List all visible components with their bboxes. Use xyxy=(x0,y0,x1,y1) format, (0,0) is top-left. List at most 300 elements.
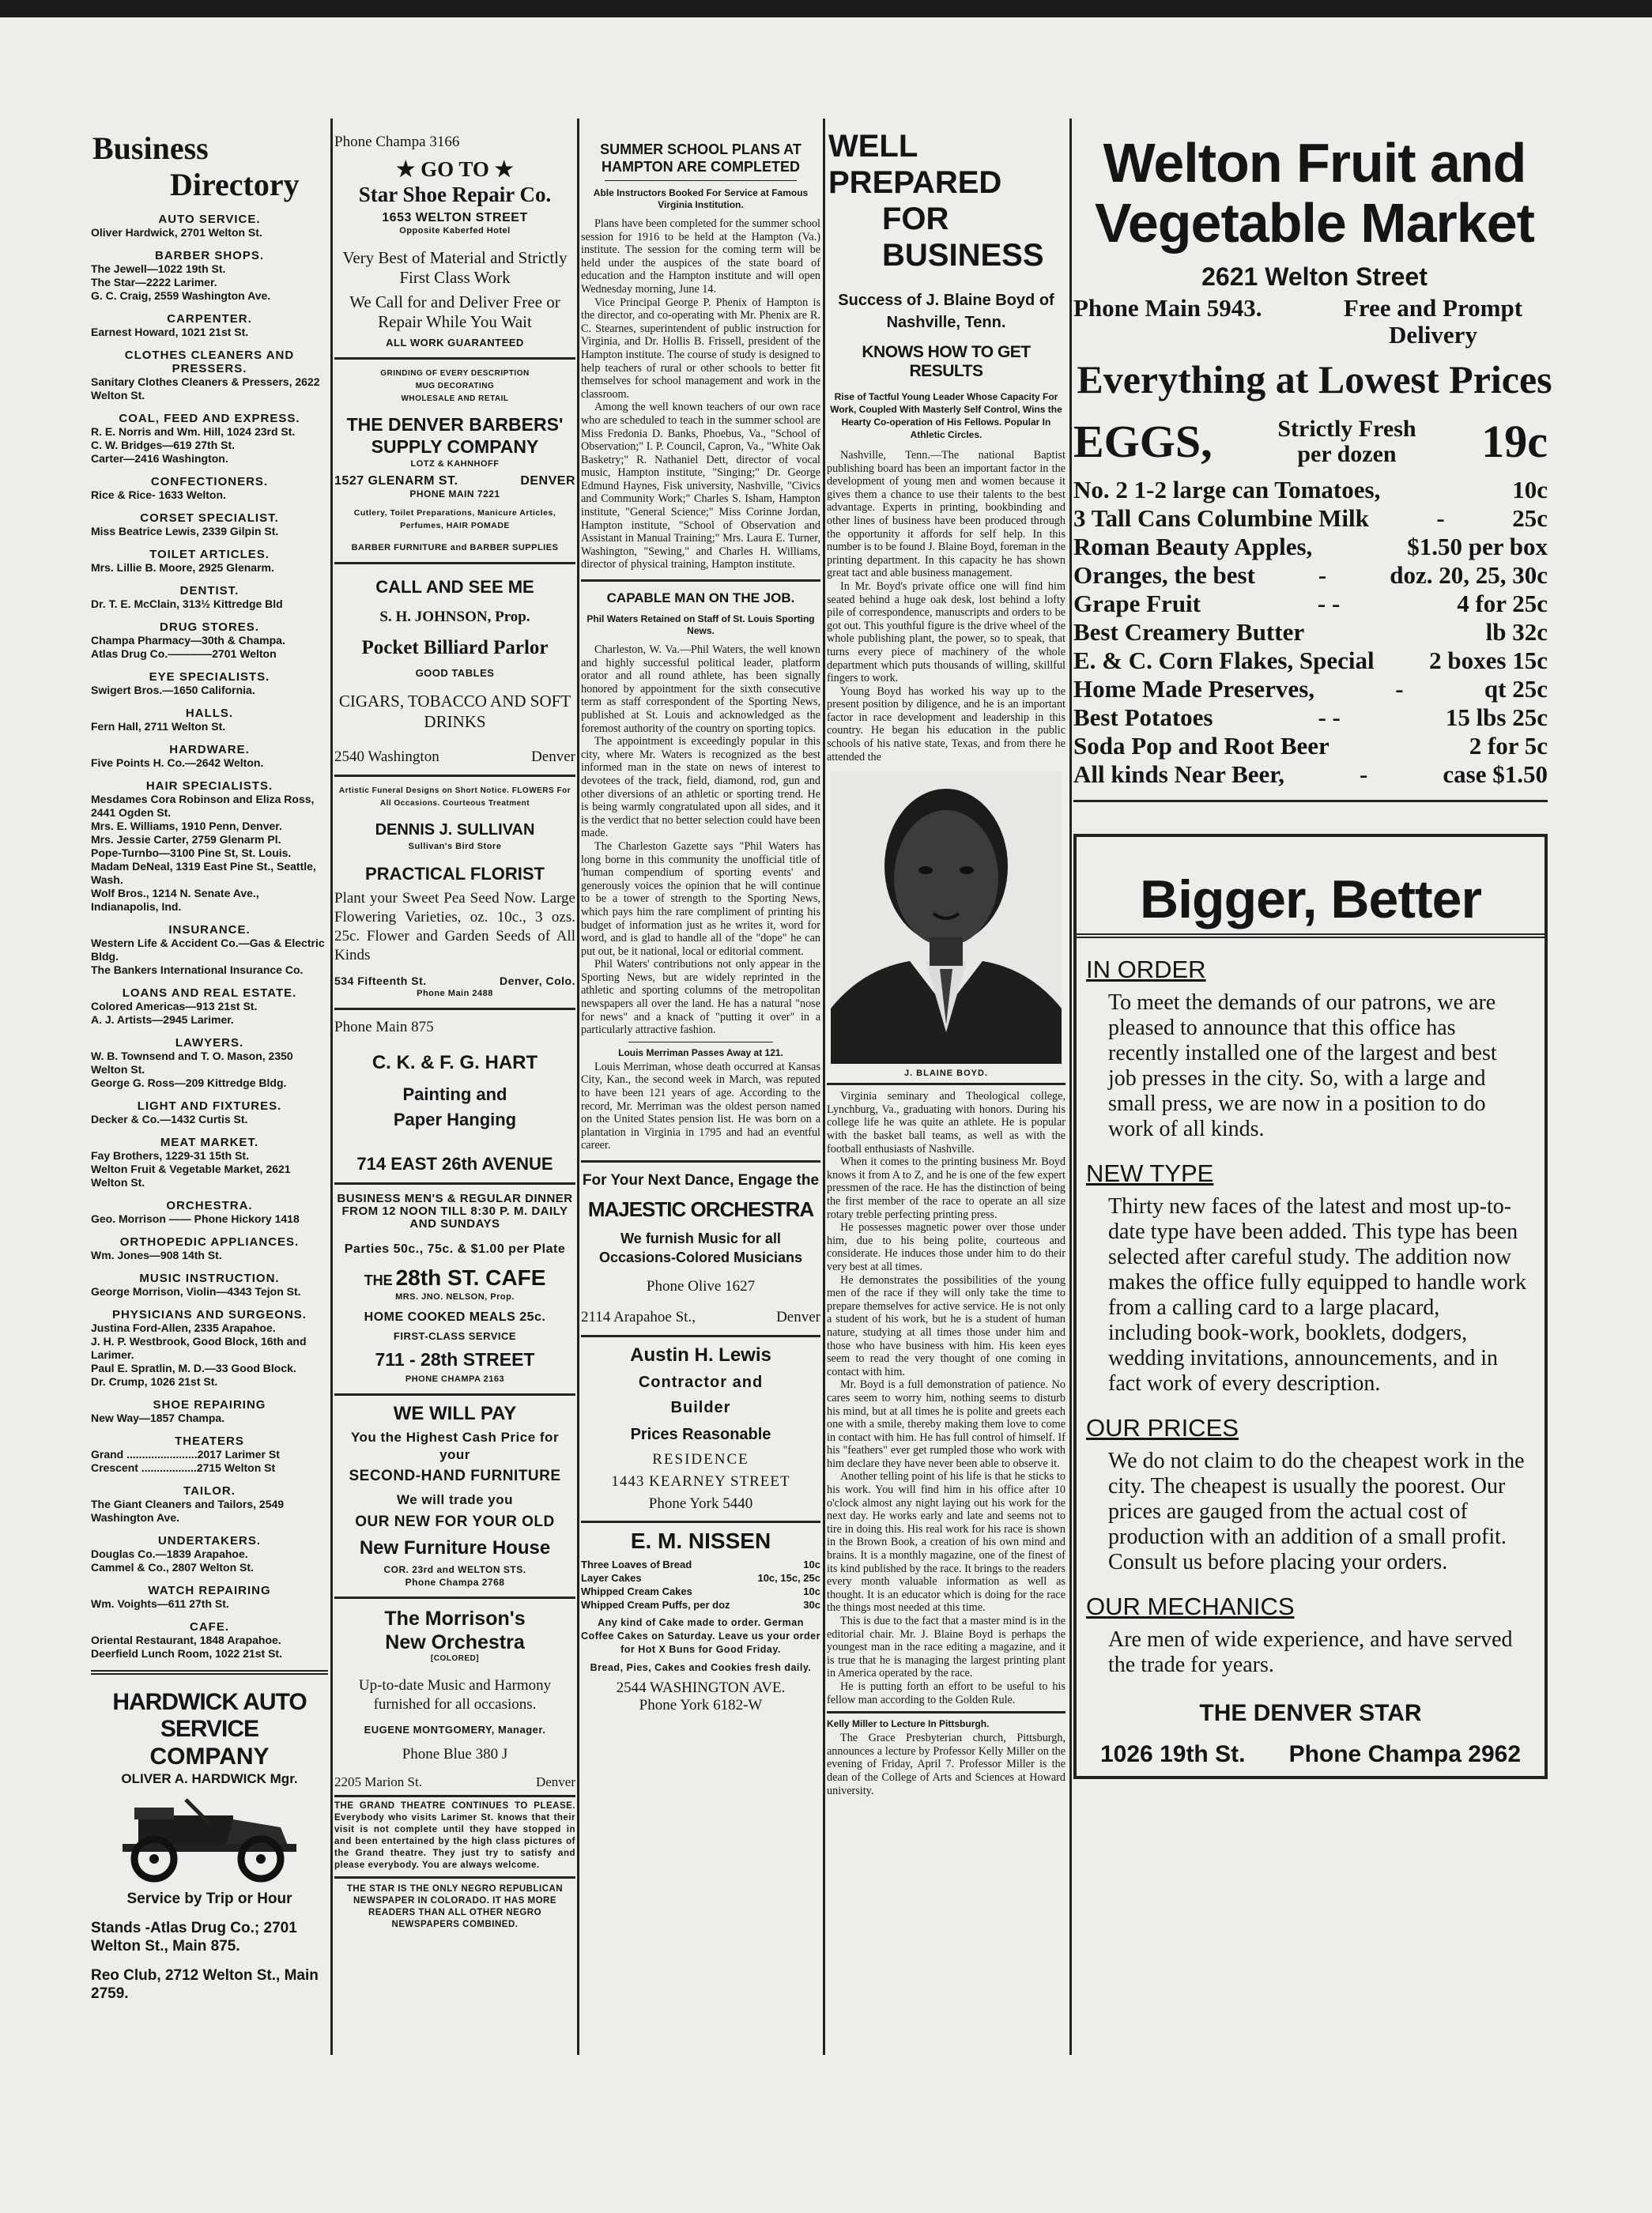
article-paragraph: Among the well known teachers of our own race who are scheduled to teach in the summer school are Miss Fredonia D. Banks, Phoebus, Va., "School of Observation;" I. P. Council, Capron, Va., "White Oak Basketry;" R. Nathaniel Dett, director of vocal music, Hampton institute, "Singing;" Dr. George Edmund Haynes, Fisk university, Nashville, "Civics and Community Work;" Charles S. Isham, Hampton institute, "General Science;" Miss Corinne Jordan, Hampton institute, "School of Observation and Assistant in Manual Training;" Mrs. Laura E. Turner, Washington, "Sewing," and Charles H. Williams, director of physical training, Hampton institute. xyxy=(581,401,820,571)
scan-top-border xyxy=(0,0,1652,17)
divider xyxy=(581,579,820,582)
price-item-name: 3 Tall Cans Columbine Milk xyxy=(1073,504,1369,532)
majestic-line2: We furnish Music for all Occasions-Colored Musicians xyxy=(598,1231,803,1265)
cafe-prop: MRS. JNO. NELSON, Prop. xyxy=(395,1292,515,1302)
divider xyxy=(581,1521,820,1523)
hardwick-service: Service by Trip or Hour xyxy=(126,1891,292,1907)
divider xyxy=(334,1393,575,1396)
denver-star-title: Bigger, Better xyxy=(1140,869,1481,929)
directory-category: ORCHESTRA. xyxy=(166,1199,253,1212)
furniture-title: WE WILL PAY xyxy=(393,1403,517,1424)
price-item-price: 10c xyxy=(1512,476,1548,503)
directory-entry: Colored Americas—913 21st St. xyxy=(91,1000,258,1012)
barbers-city: DENVER xyxy=(520,474,575,488)
hardwick-ad-company: COMPANY xyxy=(149,1744,270,1770)
price-item-name: All kinds Near Beer, xyxy=(1073,760,1284,788)
price-row xyxy=(1073,732,1548,760)
business-directory-column xyxy=(91,119,328,2055)
article-paragraph: Vice Principal George P. Phenix of Hampton is the director, and co-operating with Mr. Phenix are R. C. Stearnes, superintendent of public instruction for Virginia, and Dr. Hollis B. Frissell, president of the Hampton institute. The course of study is designed to help teachers of rural or other schools to better fit themselves for school management and work in the classroom. xyxy=(581,296,820,401)
florist-city: Denver, Colo. xyxy=(500,975,575,987)
price-item-name: Soda Pop and Root Beer xyxy=(1073,732,1330,760)
capable-man-deck: Phil Waters Retained on Staff of St. Louis Sporting News. xyxy=(586,613,815,637)
barbers-top1: GRINDING OF EVERY DESCRIPTION xyxy=(380,369,530,378)
price-item-dash: - xyxy=(1436,504,1445,532)
price-item-price: case $1.50 xyxy=(1443,760,1548,788)
cafe-parties: Parties 50c., 75c. & $1.00 per Plate xyxy=(344,1242,566,1256)
florist-phone: Phone Main 2488 xyxy=(417,989,493,998)
denver-star-phone: Phone Champa 2962 xyxy=(1288,1741,1521,1767)
hardwick-ad-manager: OLIVER A. HARDWICK Mgr. xyxy=(121,1771,298,1786)
billiard-address-row xyxy=(334,748,575,767)
furniture-name: New Furniture House xyxy=(359,1537,551,1559)
directory-category: PHYSICIANS AND SURGEONS. xyxy=(112,1308,307,1321)
divider xyxy=(581,1160,820,1163)
lewis-residence: RESIDENCE xyxy=(652,1451,749,1468)
denver-star-contact-row xyxy=(1092,1741,1529,1768)
directory-entry: Wm. Voights—611 27th St. xyxy=(91,1597,229,1610)
morrison-name1: The Morrison's xyxy=(384,1608,526,1630)
barbers-name: THE DENVER BARBERS' SUPPLY COMPANY xyxy=(346,414,564,457)
barbers-phone: PHONE MAIN 7221 xyxy=(409,488,500,500)
boyd-body-part1 xyxy=(827,449,1066,763)
barbers-address: 1527 GLENARM ST. xyxy=(334,474,458,488)
cafe-name-row xyxy=(334,1265,575,1291)
directory-entry: G. C. Craig, 2559 Washington Ave. xyxy=(91,289,271,302)
article-paragraph: He demonstrates the possibilities of the young men of the race if they will only take the time to prepare themselves for active service. He is not only a student of his work, but he is a student of human nature, studying at all times those under him and those who have business with him. His keen eyes seem to read the very thought of one coming in contact with him. xyxy=(827,1273,1066,1378)
directory-category: CORSET SPECIALIST. xyxy=(140,511,279,525)
summer-school-headline: SUMMER SCHOOL PLANS AT HAMPTON ARE COMPLETED xyxy=(600,141,801,175)
price-item-price: 2 for 5c xyxy=(1469,732,1548,760)
directory-entry: Mrs. Jessie Carter, 2759 Glenarm Pl. xyxy=(91,833,281,846)
directory-category: CONFECTIONERS. xyxy=(150,475,269,488)
column-rule xyxy=(823,119,825,2055)
price-item-dash: - xyxy=(1360,760,1368,788)
price-item-dash xyxy=(1312,533,1407,561)
majestic-line1: For Your Next Dance, Engage the xyxy=(582,1172,820,1189)
directory-entry: The Giant Cleaners and Tailors, 2549 Washington Ave. xyxy=(91,1498,285,1524)
directory-category: TAILOR. xyxy=(183,1484,236,1498)
divider xyxy=(334,1182,575,1185)
directory-entry: Oriental Restaurant, 1848 Arapahoe. xyxy=(91,1634,281,1646)
directory-entry: Rice & Rice- 1633 Welton. xyxy=(91,488,226,501)
majestic-phone: Phone Olive 1627 xyxy=(646,1278,756,1295)
directory-entry: The Jewell—1022 19th St. xyxy=(91,262,226,275)
furniture-address: COR. 23rd and WELTON STS. xyxy=(383,1564,526,1575)
billiard-city: Denver xyxy=(531,748,575,765)
nissen-item-price: 10c xyxy=(803,1585,820,1597)
price-item-dash xyxy=(1375,647,1430,675)
eggs-row xyxy=(1073,415,1556,468)
directory-entry: Grand .......................2017 Larimer St xyxy=(91,1448,280,1461)
star-shoe-address: 1653 WELTON STREET xyxy=(382,211,528,224)
directory-entry: Douglas Co.—1839 Arapahoe. xyxy=(91,1548,248,1560)
directory-entry: Dr. Crump, 1026 21st St. xyxy=(91,1375,218,1388)
denver-star-name: THE DENVER STAR xyxy=(1199,1700,1422,1726)
directory-entry: Wm. Jones—908 14th St. xyxy=(91,1249,222,1261)
price-row xyxy=(1073,675,1548,703)
nissen-phone: Phone York 6182-W xyxy=(639,1697,763,1713)
directory-entry: C. W. Bridges—619 27th St. xyxy=(91,439,236,451)
divider xyxy=(334,1008,575,1010)
denver-star-ad xyxy=(1073,834,1548,1779)
directory-entry: Wolf Bros., 1214 N. Senate Ave., Indianapolis, Ind. xyxy=(91,887,259,913)
directory-entry: The Bankers International Insurance Co. xyxy=(91,963,304,976)
directory-category: INSURANCE. xyxy=(168,923,251,937)
directory-entry: W. B. Townsend and T. O. Mason, 2350 Welton St. xyxy=(91,1050,293,1076)
directory-entry: Western Life & Accident Co.—Gas & Electric Bldg. xyxy=(91,937,325,963)
column-rule xyxy=(577,119,579,2055)
barbers-top2: MUG DECORATING xyxy=(415,382,495,390)
article-paragraph: The Charleston Gazette says "Phil Waters has long borne in this community the unofficial title of 'human compendium of sporting events' and generously voices the opinion that he will continue to be a tower of strength to the Sporting News, which pays him the rare compliment of printing his budget of information just as he writes it, word for word, and is glad to handle all of the "dope" he can put out, be it national, local or editorial comment. xyxy=(581,839,820,958)
directory-entry: New Way—1857 Champa. xyxy=(91,1412,225,1424)
price-item-dash: - - xyxy=(1318,703,1341,731)
furniture-line1: You the Highest Cash Price for your xyxy=(350,1430,560,1462)
directory-entry: A. J. Artists—2945 Larimer. xyxy=(91,1013,234,1026)
denver-star-section-heading: NEW TYPE xyxy=(1086,1159,1214,1187)
directory-title-line2: Directory xyxy=(170,167,300,202)
price-item-price: $1.50 per box xyxy=(1407,533,1548,560)
directory-entry: Miss Beatrice Lewis, 2339 Gilpin St. xyxy=(91,525,279,537)
directory-category: ORTHOPEDIC APPLIANCES. xyxy=(119,1235,300,1249)
star-newspaper-notice: THE STAR IS THE ONLY NEGRO REPUBLICAN NEWSPAPER IN COLORADO. IT HAS MORE READERS THAN ALL OTHER NEGRO NEWSPAPERS COMBINED. xyxy=(346,1884,564,1929)
directory-entry: Madam DeNeal, 1319 East Pine St., Seattle, Wash. xyxy=(91,860,316,886)
morrison-manager: EUGENE MONTGOMERY, Manager. xyxy=(364,1724,546,1736)
directory-entry: Sanitary Clothes Cleaners & Pressers, 2622 Welton St. xyxy=(91,375,320,402)
divider xyxy=(827,1083,1066,1085)
price-row xyxy=(1073,561,1548,590)
directory-entry: Mrs. E. Williams, 1910 Penn, Denver. xyxy=(91,820,282,832)
denver-star-section-heading: IN ORDER xyxy=(1086,956,1206,983)
price-item-price: 4 for 25c xyxy=(1457,590,1548,617)
price-item-name: Grape Fruit xyxy=(1073,590,1201,617)
nissen-item-row xyxy=(581,1598,820,1612)
star-icon: ★ xyxy=(494,157,514,181)
article-paragraph: Charleston, W. Va.—Phil Waters, the well known and highly successful political leader, platform orator and all round athlete, has been signally honored by appointment for the sixth consecutive term as staff correspondent of the Sporting News, published at St. Louis and acknowledged as the foremost authority of the country on sporting topics. xyxy=(581,643,820,735)
price-item-name: E. & C. Corn Flakes, Special xyxy=(1073,647,1375,674)
denver-star-section-text: Are men of wide experience, and have served the trade for years. xyxy=(1108,1627,1513,1677)
directory-entry: Paul E. Spratlin, M. D.—33 Good Block. xyxy=(91,1362,296,1374)
boyd-body-part2 xyxy=(827,1090,1066,1706)
articles-column xyxy=(581,119,820,2055)
furniture-phone: Phone Champa 2768 xyxy=(405,1577,505,1588)
denver-star-section-text: Thirty new faces of the latest and most up-to-date type have been added. This type has been selected after careful study. The addition now makes the office fully equipped to handle work from a calling card to a large placard, including book-work, booklets, dodgers, wedding invitations, announcements, and in fact work of every description. xyxy=(1108,1194,1526,1396)
cafe-address: 711 - 28th STREET xyxy=(375,1349,535,1370)
furniture-line2: SECOND-HAND FURNITURE xyxy=(349,1468,561,1484)
hardwick-reo-club: Reo Club, 2712 Welton St., Main 2759. xyxy=(91,1967,319,2002)
florist-address-row xyxy=(334,975,575,987)
go-to-label: GO TO xyxy=(421,157,489,181)
price-item-name: No. 2 1-2 large can Tomatoes, xyxy=(1073,476,1381,503)
directory-entry: Fay Brothers, 1229-31 15th St. xyxy=(91,1149,249,1162)
star-shoe-guarantee: ALL WORK GUARANTEED xyxy=(386,337,524,349)
directory-entry: Cammel & Co., 2807 Welton St. xyxy=(91,1561,254,1574)
price-item-price: 2 boxes 15c xyxy=(1429,647,1548,674)
directory-entry: Carter—2416 Washington. xyxy=(91,452,228,465)
article-paragraph: Phil Waters' contributions not only appear in the Sporting News, but are widely reprinted in the athletic and sporting columns of the metropolitan newspapers all over the land. He has a natural "nose for news" and a knack of "putting it over" in a particularly attractive fashion. xyxy=(581,958,820,1037)
boyd-portrait xyxy=(831,771,1062,1064)
lewis-phone: Phone York 5440 xyxy=(648,1495,753,1512)
price-row xyxy=(1073,590,1548,618)
directory-category: MEAT MARKET. xyxy=(160,1136,259,1149)
lewis-line3: Prices Reasonable xyxy=(630,1426,771,1443)
hart-line1: Painting and xyxy=(402,1084,507,1104)
price-row xyxy=(1073,703,1548,732)
price-row xyxy=(1073,533,1548,561)
boyd-subhead: KNOWS HOW TO GET RESULTS xyxy=(862,343,1031,380)
majestic-address: 2114 Arapahoe St., xyxy=(581,1309,696,1325)
article-paragraph: He possesses magnetic power over those under him, due to his being polite, courteous and considerate. He induces those under him to do their very best at all times. xyxy=(827,1221,1066,1273)
directory-category: LIGHT AND FIXTURES. xyxy=(137,1099,282,1113)
directory-category: CLOTHES CLEANERS AND PRESSERS. xyxy=(124,349,295,375)
denver-star-section-text: To meet the demands of our patrons, we are pleased to announce that this office has recently installed one of the largest and best job presses in the city. So, with a large and small press, we are now in a position to do work of all kinds. xyxy=(1108,990,1497,1141)
cafe-meals: HOME COOKED MEALS 25c. xyxy=(364,1310,546,1324)
divider xyxy=(605,180,797,181)
directory-category: LAWYERS. xyxy=(175,1036,244,1050)
denver-star-section-heading: OUR MECHANICS xyxy=(1086,1593,1295,1620)
miller-headline: Kelly Miller to Lecture In Pittsburgh. xyxy=(827,1718,990,1730)
divider xyxy=(827,1711,1066,1713)
divider xyxy=(334,1876,575,1879)
barbers-bottom: BARBER FURNITURE and BARBER SUPPLIES xyxy=(351,543,559,552)
hardwick-ad-title: HARDWICK AUTO SERVICE xyxy=(112,1689,307,1742)
morrison-name2: New Orchestra xyxy=(385,1631,525,1653)
directory-entry: Fern Hall, 2711 Welton St. xyxy=(91,720,226,733)
denver-star-section-text: We do not claim to do the cheapest work in the city. The cheapest is usually the poorest. Our prices are gauged from the actual cost of production with an addition of a small profit. Consult us before placing your orders. xyxy=(1108,1449,1525,1574)
hart-address: 714 EAST 26th AVENUE xyxy=(356,1154,553,1174)
directory-entry: Mesdames Cora Robinson and Eliza Ross, 2441 Ogden St. xyxy=(91,793,315,819)
furniture-line4: OUR NEW FOR YOUR OLD xyxy=(355,1514,555,1530)
directory-category: DENTIST. xyxy=(179,584,240,598)
directory-category: EYE SPECIALISTS. xyxy=(149,670,270,684)
star-shoe-go-to xyxy=(334,156,575,182)
nissen-item-name: Whipped Cream Cakes xyxy=(581,1585,692,1597)
boyd-headline-line2: FOR BUSINESS xyxy=(882,202,1044,273)
boyd-deck: Success of J. Blaine Boyd of Nashville, Tenn. xyxy=(838,292,1054,331)
star-shoe-line2: We Call for and Deliver Free or Repair While You Wait xyxy=(349,292,560,331)
directory-list xyxy=(91,213,328,1661)
directory-entry: Geo. Morrison —— Phone Hickory 1418 xyxy=(91,1212,300,1225)
divider xyxy=(334,357,575,360)
florist-body: Plant your Sweet Pea Seed Now. Large Flowering Varieties, oz. 10c., 3 ozs. 25c. Flower and Garden Seeds of All Kinds xyxy=(334,890,575,963)
article-paragraph: When it comes to the printing business Mr. Boyd knows it from A to Z, and he is one of the few expert pressmen of the race. He has the distinction of being the first member of the race to operate an all size rotary treble perfecting printing press. xyxy=(827,1156,1066,1221)
eggs-desc: Strictly Fresh per dozen xyxy=(1277,415,1416,467)
nissen-item-name: Three Loaves of Bread xyxy=(581,1559,692,1570)
cafe-line2: FROM 12 NOON TILL 8:30 P. M. DAILY xyxy=(341,1205,568,1218)
welton-everything: Everything at Lowest Prices xyxy=(1077,357,1552,402)
price-row xyxy=(1073,760,1548,789)
welton-phone-row xyxy=(1073,295,1556,349)
portrait-caption: J. BLAINE BOYD. xyxy=(903,1069,989,1079)
portrait-illustration xyxy=(831,771,1062,1064)
automobile-illustration xyxy=(91,1792,328,1887)
directory-category: HAIR SPECIALISTS. xyxy=(145,779,273,793)
directory-entry: George Morrison, Violin—4343 Tejon St. xyxy=(91,1285,301,1298)
star-shoe-phone: Phone Champa 3166 xyxy=(334,134,460,150)
cafe-line3: AND SUNDAYS xyxy=(409,1217,500,1231)
lewis-name: Austin H. Lewis xyxy=(630,1344,771,1366)
column-rule xyxy=(330,119,333,2055)
article-paragraph: In Mr. Boyd's private office one will find him seated behind a huge oak desk, lost behind a lofty pile of correspondence, manuscripts and orders to be got out. This youthful figure is the drive wheel of the whole publishing plant, the power, so to speak, that turns every piece of machinery of the whole department which puts thousands of willing, skillful fingers to work. xyxy=(827,579,1066,685)
directory-category: MUSIC INSTRUCTION. xyxy=(139,1272,280,1285)
nissen-line2: Bread, Pies, Cakes and Cookies fresh daily. xyxy=(590,1662,812,1673)
article-paragraph: He is putting forth an effort to be useful to his fellow man according to the Golden Rule. xyxy=(827,1680,1066,1706)
summer-school-body xyxy=(581,217,820,571)
morrison-phone: Phone Blue 380 J xyxy=(402,1746,508,1762)
article-paragraph: Another telling point of his life is that he sticks to his work. You will find him in his office after 10 o'clock almost any night laying out his work for the next day. He works early and late and seems not to tire in doing this. His real work for his race is shown in the Brown Book, a creation of his own mind and brains. It is a monthly magazine, one of the finest of its kind published by the race. It brings to the readers every month valuable information as well as thought. It is an educator which is doing for the race the things most needed at this time. xyxy=(827,1470,1066,1615)
directory-category: SHOE REPAIRING xyxy=(153,1398,266,1412)
morrison-colored: [COLORED] xyxy=(430,1654,480,1663)
nissen-item-price: 10c, 15c, 25c xyxy=(757,1572,820,1584)
barbers-line: Cutlery, Toilet Preparations, Manicure Articles, Perfumes, HAIR POMADE xyxy=(353,508,556,530)
denver-star-section-heading: OUR PRICES xyxy=(1086,1414,1239,1442)
merriman-headline: Louis Merriman Passes Away at 121. xyxy=(618,1046,783,1058)
florist-top: Artistic Funeral Designs on Short Notice. FLOWERS For All Occasions. Courteous Treatment xyxy=(338,786,571,808)
morrison-address-row xyxy=(334,1773,575,1792)
florist-sub: Sullivan's Bird Store xyxy=(408,842,502,851)
price-item-price: 15 lbs 25c xyxy=(1445,703,1548,731)
divider xyxy=(1073,800,1548,802)
article-paragraph: Young Boyd has worked his way up to the present position by diligence, and he is an important factor in race development and leadership in this country. He began his education in the public schools of his native state, Texas, and from there he attended the xyxy=(827,684,1066,763)
nissen-item-row xyxy=(581,1558,820,1571)
morrison-address: 2205 Marion St. xyxy=(334,1774,422,1789)
directory-entry: Atlas Drug Co.————2701 Welton xyxy=(91,647,277,660)
directory-entry: Oliver Hardwick, 2701 Welton St. xyxy=(91,226,262,239)
price-item-price: lb 32c xyxy=(1485,618,1548,646)
welton-market-title: Welton Fruit and Vegetable Market xyxy=(1095,132,1534,254)
cafe-phone: PHONE CHAMPA 2163 xyxy=(405,1374,505,1384)
capable-man-headline: CAPABLE MAN ON THE JOB. xyxy=(606,590,795,606)
price-item-dash: - xyxy=(1318,561,1327,589)
price-item-price: doz. 20, 25, 30c xyxy=(1390,561,1548,589)
eggs-price: 19c xyxy=(1481,416,1548,467)
directory-category: HALLS. xyxy=(185,707,234,720)
directory-category: THEATERS xyxy=(175,1434,244,1448)
directory-entry: Deerfield Lunch Room, 1022 21st St. xyxy=(91,1647,282,1660)
divider xyxy=(334,775,575,777)
price-item-name: Best Potatoes xyxy=(1073,703,1213,731)
welton-delivery: Free and Prompt Delivery xyxy=(1343,294,1523,349)
star-shoe-name: Star Shoe Repair Co. xyxy=(358,183,552,206)
directory-category: BARBER SHOPS. xyxy=(154,249,265,262)
capable-man-body xyxy=(581,643,820,1037)
price-item-name: Oranges, the best xyxy=(1073,561,1255,589)
divider xyxy=(334,1597,575,1599)
nissen-line1: Any kind of Cake made to order. German Coffee Cakes on Saturday. Leave us your order for Hot X Buns for Good Friday. xyxy=(581,1617,820,1655)
morrison-city: Denver xyxy=(535,1774,575,1789)
article-paragraph: Mr. Boyd is a full demonstration of patience. No cares seem to worry him, nothing seems to disturb his mind, but at all times he is polite and greets each one with a smile, thereby making them love to come in contact with him. He has full control of himself. If his "feathers" ever get rumpled those who work with him declare they have never been able to observe it. xyxy=(827,1378,1066,1470)
price-row xyxy=(1073,618,1548,647)
price-item-name: Best Creamery Butter xyxy=(1073,618,1305,646)
cafe-line1: BUSINESS MEN'S & REGULAR DINNER xyxy=(337,1192,573,1205)
billiard-call: CALL AND SEE ME xyxy=(375,577,534,597)
denver-star-sections xyxy=(1086,956,1529,1678)
florist-title: PRACTICAL FLORIST xyxy=(365,864,545,884)
morrison-body: Up-to-date Music and Harmony furnished for all occasions. xyxy=(358,1677,552,1713)
price-row xyxy=(1073,504,1548,533)
star-shoe-line1: Very Best of Material and Strictly First Class Work xyxy=(342,248,568,287)
miller-body xyxy=(827,1732,1066,1797)
divider xyxy=(91,1670,328,1675)
directory-entry: Justina Ford-Allen, 2335 Arapahoe. xyxy=(91,1321,276,1334)
price-item-dash xyxy=(1380,476,1512,504)
directory-category: WATCH REPAIRING xyxy=(148,1584,271,1597)
directory-entry: Pope-Turnbo—3100 Pine St, St. Louis. xyxy=(91,846,292,859)
advertisements-column xyxy=(334,119,575,2055)
nissen-price-list xyxy=(581,1558,820,1612)
price-item-dash xyxy=(1304,618,1486,647)
column-rule xyxy=(1069,119,1072,2055)
market-and-star-column xyxy=(1073,119,1556,2055)
directory-entry: Swigert Bros.—1650 California. xyxy=(91,684,255,696)
directory-category: UNDERTAKERS. xyxy=(157,1534,262,1548)
directory-category: DRUG STORES. xyxy=(160,620,259,634)
directory-entry: R. E. Norris and Wm. Hill, 1024 23rd St. xyxy=(91,425,296,438)
furniture-line3: We will trade you xyxy=(396,1492,514,1507)
directory-entry: Dr. T. E. McClain, 313½ Kittredge Bld xyxy=(91,598,283,610)
directory-entry: George G. Ross—209 Kittredge Bldg. xyxy=(91,1076,287,1089)
hardwick-stands: Stands -Atlas Drug Co.; 2701 Welton St., Main 875. xyxy=(91,1920,297,1955)
nissen-item-name: Layer Cakes xyxy=(581,1572,642,1584)
divider xyxy=(334,1795,575,1797)
directory-category: COAL, FEED AND EXPRESS. xyxy=(119,412,300,425)
lewis-address: 1443 KEARNEY STREET xyxy=(611,1473,790,1490)
article-paragraph: Virginia seminary and Theological college, Lynchburg, Va., graduating with honors. During his college life he was quite an athlete. He is popular with the basket ball teams, as well as with the football enthusiasts of Nashville. xyxy=(827,1090,1066,1156)
directory-category: AUTO SERVICE. xyxy=(158,213,261,226)
boyd-summary: Rise of Tactful Young Leader Whose Capacity For Work, Coupled With Masterly Self Control, Wins the Hearty Co-operation of His Fellows. Popular In Athletic Circles. xyxy=(830,391,1062,440)
directory-entry: Five Points H. Co.—2642 Welton. xyxy=(91,756,264,769)
directory-entry: Decker & Co.—1432 Curtis St. xyxy=(91,1113,248,1125)
majestic-name: MAJESTIC ORCHESTRA xyxy=(587,1197,814,1221)
billiard-cigars: CIGARS, TOBACCO AND SOFT DRINKS xyxy=(338,692,571,731)
boyd-article-column xyxy=(827,119,1066,2055)
directory-category: HARDWARE. xyxy=(169,743,250,756)
star-icon: ★ xyxy=(396,157,416,181)
price-item-price: 25c xyxy=(1512,504,1548,532)
directory-entry: The Star—2222 Larimer. xyxy=(91,276,217,288)
merriman-body xyxy=(581,1061,820,1152)
article-paragraph: Nashville, Tenn.—The national Baptist publishing board has been an important factor in the development of young men and women because it gives them a chance to use their talents to the best advantage. Experts in printing, bookbinding and other lines of business have been produced through the opportunity it affords for self help. In this number is to be found J. Blaine Boyd, foreman in the printing department. In this capacity he has shown great tact and able business management. xyxy=(827,449,1066,580)
price-row xyxy=(1073,476,1548,504)
price-item-name: Home Made Preserves, xyxy=(1073,675,1315,703)
denver-star-address: 1026 19th St. xyxy=(1100,1741,1246,1767)
nissen-name: E. M. NISSEN xyxy=(630,1529,771,1553)
hart-name: C. K. & F. G. HART xyxy=(372,1052,538,1073)
billiard-name: Pocket Billiard Parlor xyxy=(361,637,549,658)
lewis-line2: Builder xyxy=(670,1399,731,1416)
boyd-headline-line1: WELL PREPARED xyxy=(828,129,1002,200)
directory-entry: Earnest Howard, 1021 21st St. xyxy=(91,326,249,338)
article-paragraph: This is due to the fact that a master mind is in the editorial chair. Mr. J. Blaine Boyd is perhaps the youngest man in the race editing a magazine, and it is true that he is managing the largest printing plant in America operated by the race. xyxy=(827,1615,1066,1680)
nissen-item-name: Whipped Cream Puffs, per doz xyxy=(581,1599,730,1611)
merriman-paragraph: Louis Merriman, whose death occurred at Kansas City, Kan., the second week in March, was reputed to have been 121 years of age. According to the record, Mr. Merriman was the oldest person named on the United States pension list. He was born on a plantation in Virginia in 1795 and had an eventful career. xyxy=(581,1060,820,1152)
directory-title-line1: Business xyxy=(92,130,209,166)
directory-entry: Mrs. Lillie B. Moore, 2925 Glenarm. xyxy=(91,561,274,574)
price-item-name: Roman Beauty Apples, xyxy=(1073,533,1313,560)
directory-entry: J. H. P. Westbrook, Good Block, 16th and Larimer. xyxy=(91,1335,307,1361)
cafe-name: 28th ST. CAFE xyxy=(395,1265,546,1290)
divider xyxy=(334,562,575,564)
directory-category: TOILET ARTICLES. xyxy=(149,548,270,561)
nissen-item-row xyxy=(581,1571,820,1585)
barbers-top3: WHOLESALE AND RETAIL xyxy=(401,394,509,403)
article-paragraph: Plans have been completed for the summer school session for 1916 to be held at the Hampton (Va.) institute. The session for the coming term will be held under the auspices of the state board of education and the Hampton institute and will open Wednesday morning, June 14. xyxy=(581,217,820,296)
barbers-address-row xyxy=(334,475,575,488)
directory-category: LOANS AND REAL ESTATE. xyxy=(122,986,297,1000)
star-shoe-opposite: Opposite Kaberfed Hotel xyxy=(399,226,511,236)
price-item-price: qt 25c xyxy=(1484,675,1548,703)
welton-market-address: 2621 Welton Street xyxy=(1201,262,1428,291)
lewis-line1: Contractor and xyxy=(638,1374,764,1391)
